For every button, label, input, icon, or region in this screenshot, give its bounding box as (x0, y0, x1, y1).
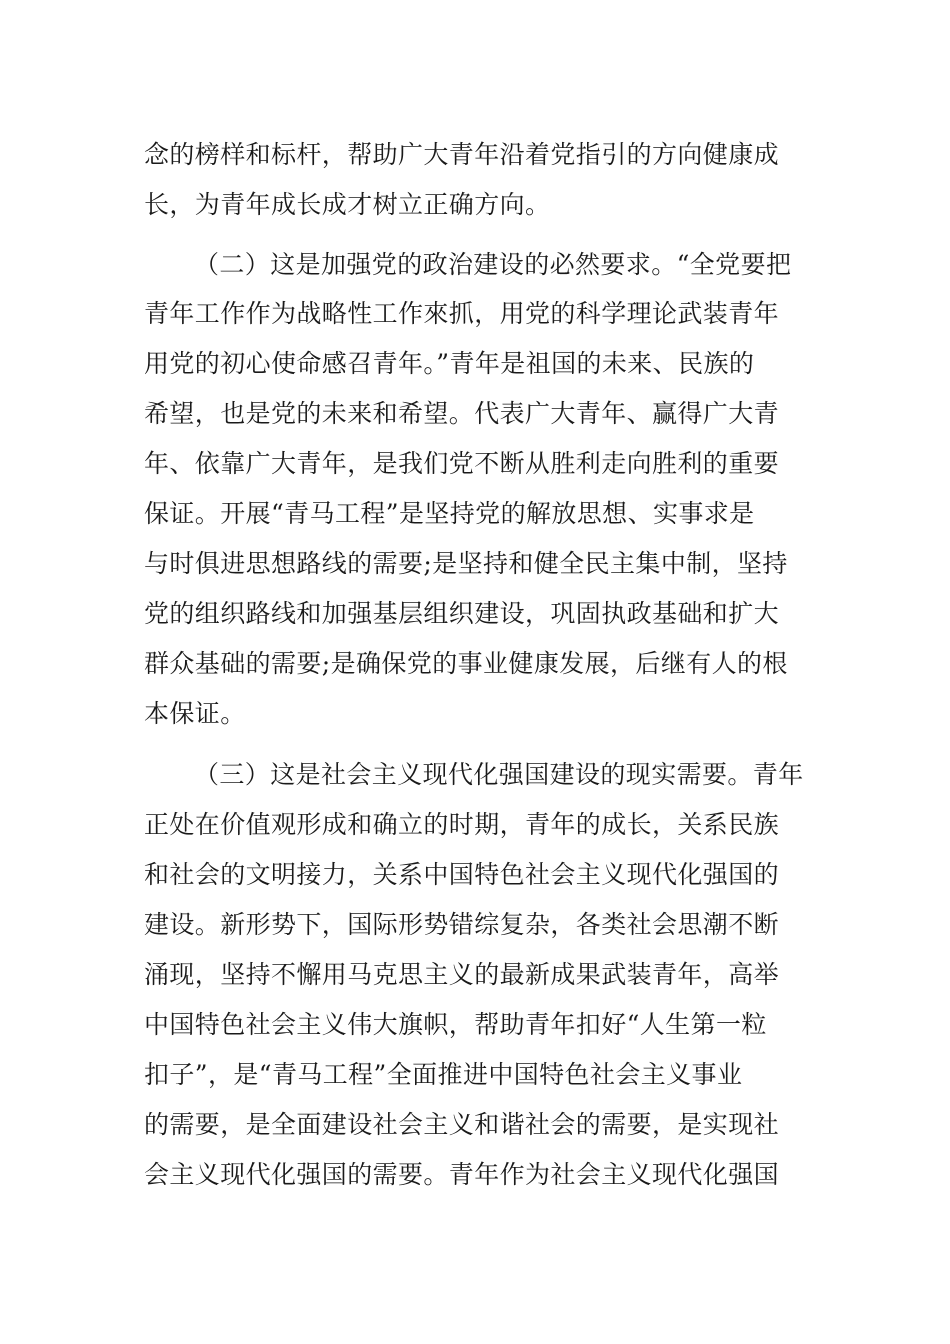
text-line: 长，为青年成长成才树立正确方向。 (144, 190, 551, 219)
text-line: 保证。开展“青马工程”是坚持党的解放思想、实事求是 (144, 499, 755, 528)
text-line: （二）这是加强党的政治建设的必然要求。“全党要把 (194, 250, 792, 279)
text-line: 念的榜样和标杆，帮助广大青年沿着党指引的方向健康成 (144, 140, 780, 169)
text-line: 群众基础的需要;是确保党的事业健康发展，后继有人的根 (144, 649, 788, 678)
text-line: 希望，也是党的未来和希望。代表广大青年、赢得广大青 (144, 399, 780, 428)
text-line: 用党的初心使命感召青年。”青年是祖国的未来、民族的 (144, 349, 755, 378)
text-line: 和社会的文明接力，关系中国特色社会主义现代化强国的 (144, 860, 780, 889)
text-line: 与时俱进思想路线的需要;是坚持和健全民主集中制，坚持 (144, 549, 788, 578)
text-line: 会主义现代化强国的需要。青年作为社会主义现代化强国 (144, 1160, 780, 1189)
text-line: 年、依靠广大青年，是我们党不断从胜利走向胜利的重要 (144, 449, 780, 478)
text-line: 建设。新形势下，国际形势错综复杂，各类社会思潮不断 (144, 910, 780, 939)
text-line: 涌现，坚持不懈用马克思主义的最新成果武装青年，高举 (144, 960, 780, 989)
text-line: 扣子”，是“青马工程”全面推进中国特色社会主义事业 (144, 1060, 743, 1089)
text-line: 党的组织路线和加强基层组织建设，巩固执政基础和扩大 (144, 599, 780, 628)
text-line: 中国特色社会主义伟大旗帜，帮助青年扣好“人生第一粒 (144, 1010, 767, 1039)
text-line: 本保证。 (144, 699, 246, 728)
text-line: 青年工作作为战略性工作來抓，用党的科学理论武装青年 (144, 299, 780, 328)
text-line: 正处在价值观形成和确立的时期，青年的成长，关系民族 (144, 810, 780, 839)
text-line: （三）这是社会主义现代化强国建设的现实需要。青年 (194, 760, 804, 789)
text-line: 的需要，是全面建设社会主义和谐社会的需要，是实现社 (144, 1110, 780, 1139)
